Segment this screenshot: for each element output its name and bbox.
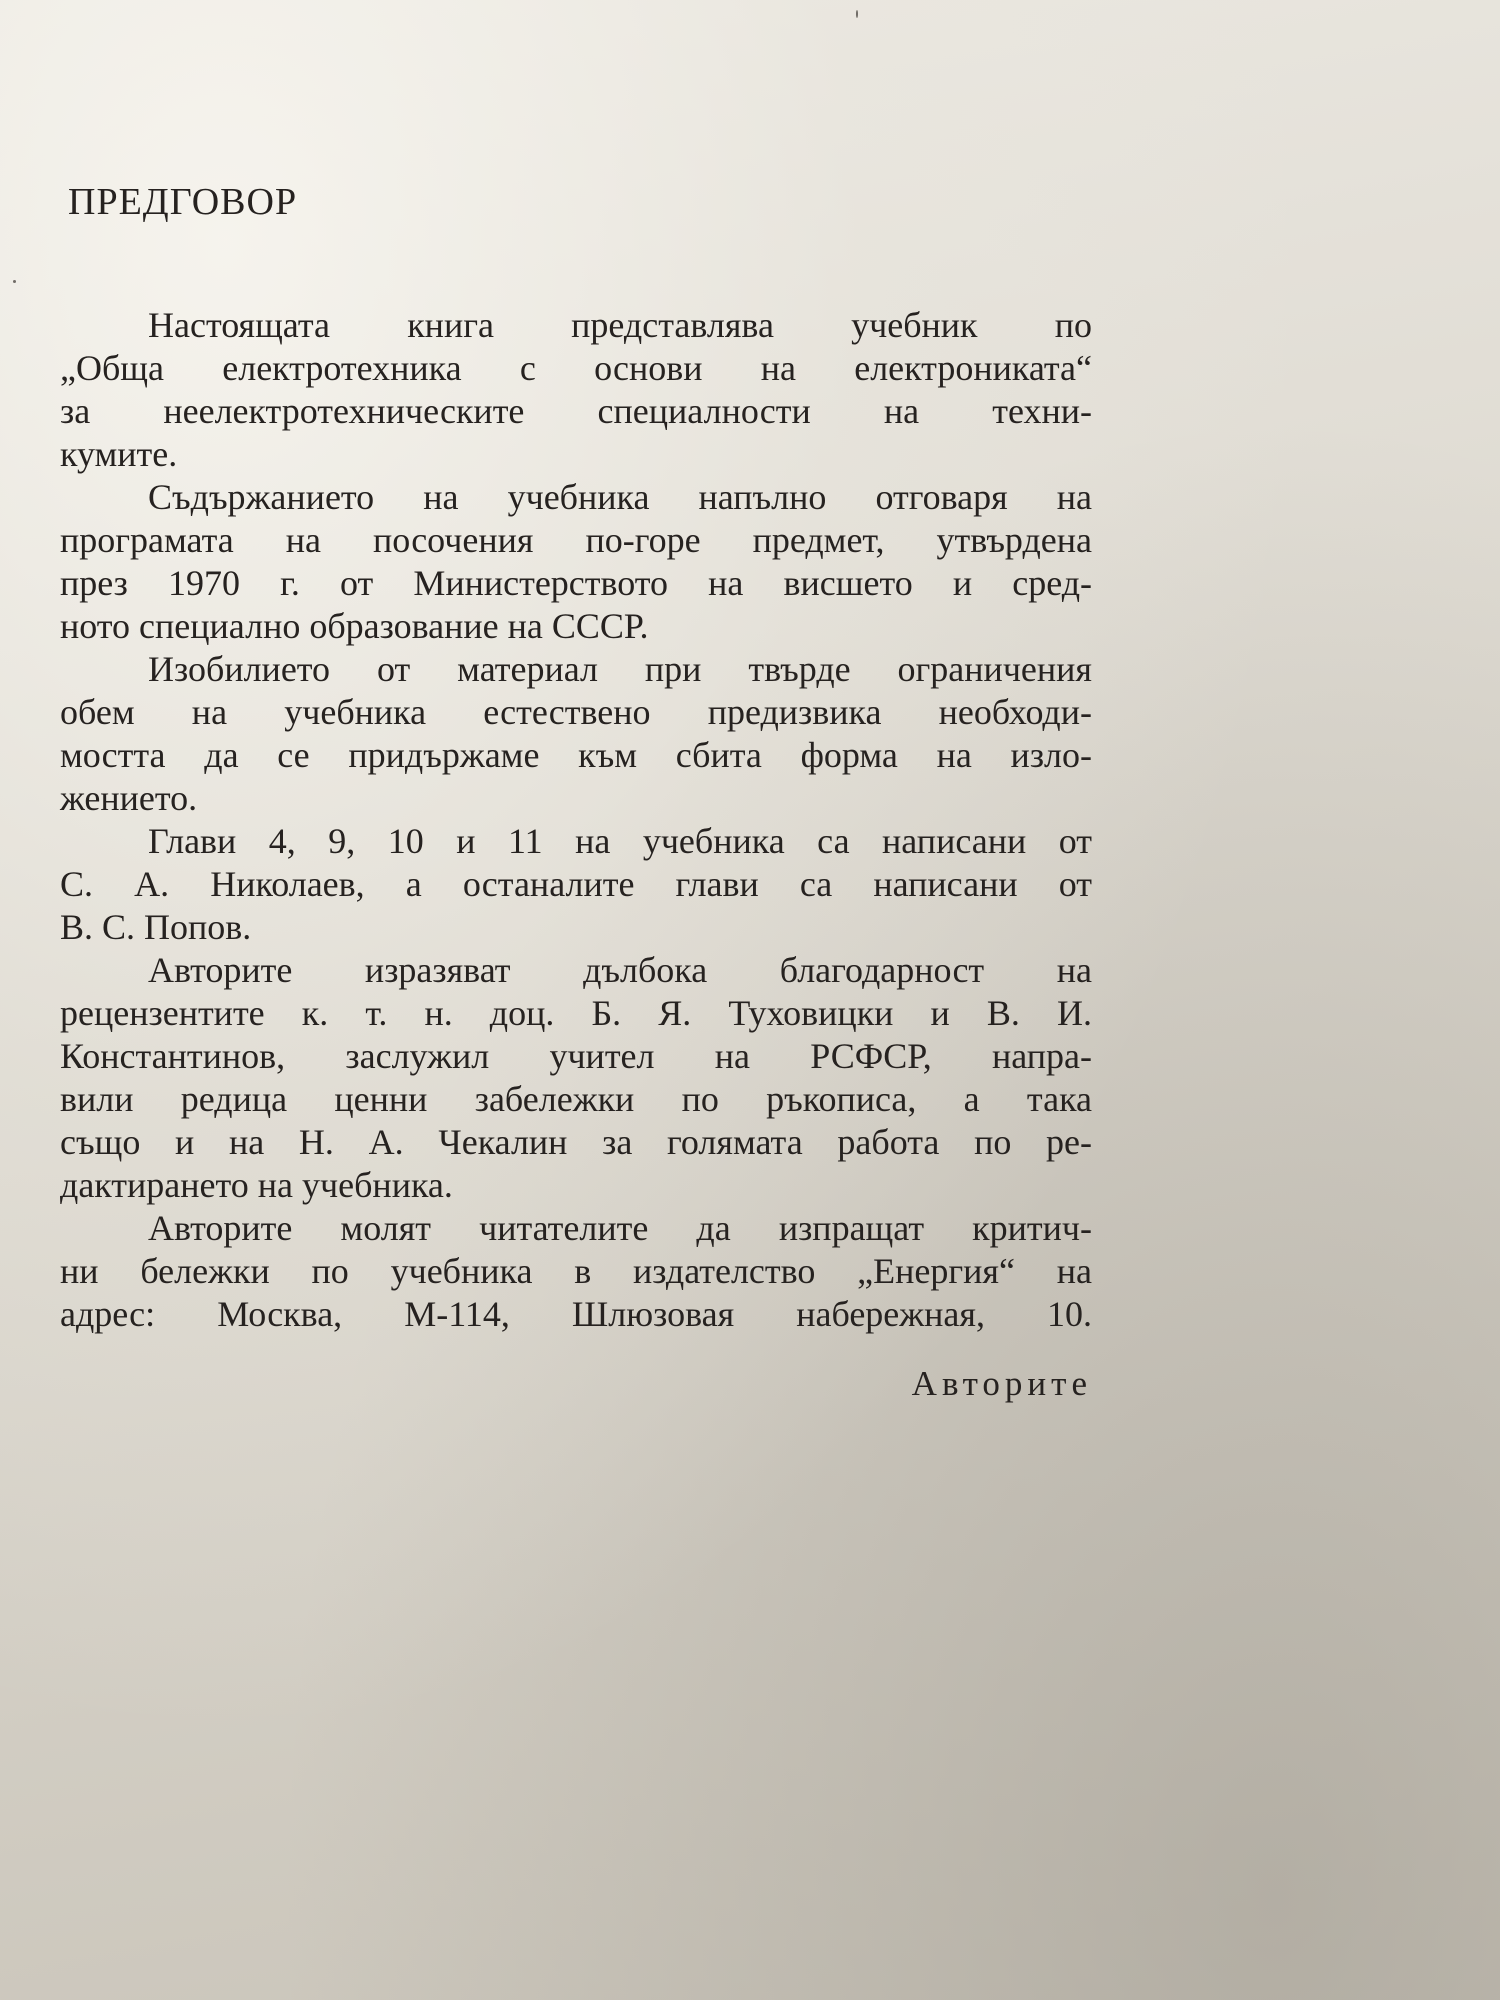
text-line: дактирането на учебника.	[60, 1165, 453, 1205]
text-line: С. А. Николаев, а останалите глави са написани от	[60, 864, 1092, 904]
text-line: ното специално образование на СССР.	[60, 606, 649, 646]
text-line: мостта да се придържаме към сбита форма на изло-	[60, 735, 1092, 775]
text-line: рецензентите к. т. н. доц. Б. Я. Туховицки и В. И.	[60, 993, 1092, 1033]
text-line: Настоящата книга представлява учебник по	[148, 305, 1092, 345]
text-line: адрес: Москва, М-114, Шлюзовая набережная, 10.	[60, 1294, 1092, 1334]
ink-speck	[856, 10, 858, 18]
text-line: също и на Н. А. Чекалин за голямата работа по ре-	[60, 1122, 1092, 1162]
paragraph-1	[60, 304, 1092, 476]
text-line: жението.	[60, 778, 198, 818]
paragraph-3	[60, 648, 1092, 820]
text-line: Изобилието от материал при твърде ограничения	[148, 649, 1092, 689]
text-line: обем на учебника естествено предизвика необходи-	[60, 692, 1092, 732]
preface-text	[60, 150, 1092, 1405]
text-line: Авторите изразяват дълбока благодарност на	[148, 950, 1092, 990]
text-line: „Обща електротехника с основи на електрониката“	[60, 348, 1092, 388]
text-line: за неелектротехническите специалности на техни-	[60, 391, 1092, 431]
paragraph-2	[60, 476, 1092, 648]
text-line: Съдържанието на учебника напълно отговаря на	[148, 477, 1092, 517]
text-line: ни бележки по учебника в издателство „Енергия“ на	[60, 1251, 1092, 1291]
text-line: Авторите молят читателите да изпращат критич-	[148, 1208, 1092, 1248]
text-line: през 1970 г. от Министерството на висшето и сред-	[60, 563, 1092, 603]
paragraph-4	[60, 820, 1092, 949]
text-line: вили редица ценни забележки по ръкописа, а така	[60, 1079, 1092, 1119]
signature: Авторите	[911, 1364, 1092, 1403]
paragraph-5	[60, 949, 1092, 1207]
ink-speck	[13, 280, 16, 283]
page-title: ПРЕДГОВОР	[68, 181, 298, 223]
text-line: Глави 4, 9, 10 и 11 на учебника са написани от	[148, 821, 1092, 861]
text-line: Константинов, заслужил учител на РСФСР, напра-	[60, 1036, 1092, 1076]
text-line: кумите.	[60, 434, 178, 474]
text-line: В. С. Попов.	[60, 907, 252, 947]
text-line: програмата на посочения по-горе предмет, утвърдена	[60, 520, 1092, 560]
paragraph-6	[60, 1207, 1092, 1336]
